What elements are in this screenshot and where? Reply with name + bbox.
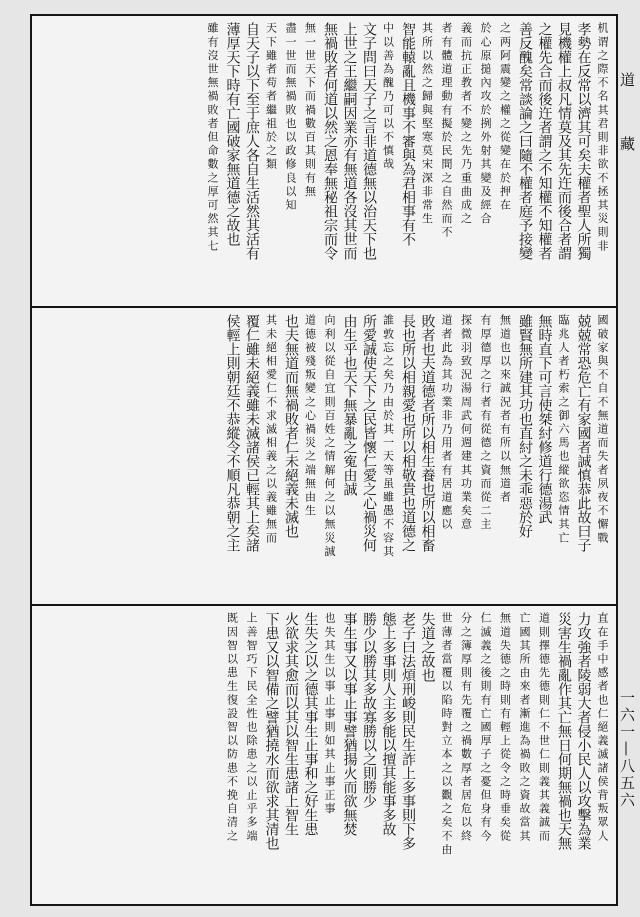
- text-column: 文子問曰天子之言非道德無以治天下也: [361, 22, 377, 260]
- text-column: 自天子以下至于庶人各自生活然其活有: [244, 22, 260, 260]
- text-column: 無一世天下而禍數百其則有無: [303, 22, 317, 199]
- text-column: 善反醜矣常談論之曰隨不權者庭予接變: [517, 22, 533, 260]
- text-column: 上世之王繼嗣因業亦有無道各沒其世而: [341, 22, 358, 260]
- text-column: 仁滅義之後則有亡國厚子之憂但身有今: [479, 612, 492, 844]
- text-column: 机谓之際不名其君則非欲不拯其災則非: [596, 22, 609, 254]
- text-column: 火欲求其愈而以其以智生患諸上智生: [283, 612, 299, 836]
- text-column: 直在手中感者也仁絕義滅諸侯背叛眾人: [596, 612, 609, 844]
- text-column: 下患又以智備之譬猶撓水而欲求其清也: [263, 612, 280, 850]
- text-column: 其未絕相愛仁不求滅相義之以義雖無而: [264, 314, 278, 546]
- text-column: 天下雖者苟者繼祖於之類: [264, 22, 278, 172]
- text-column: 分之簿厚則有先覆之禍數厚者居危以終: [459, 612, 473, 844]
- text-column: 道德被殘叛變之心禍災之端無由生: [303, 314, 317, 518]
- text-column: 無時直下可言使桀紂修道行德湯武: [536, 314, 553, 524]
- text-column: 也失其生以事止事則如其止事正事: [323, 612, 336, 816]
- text-column: 勝少以勝其多故寡勝以之則勝少: [361, 612, 377, 808]
- text-column: 態上多事則人主多能以擅其能事多故: [380, 612, 397, 836]
- text-column: 智能轅亂且機事不審與為君相事有不: [400, 22, 416, 246]
- text-column: 所愛誠使天下之民皆懷仁愛之心禍災何: [361, 314, 377, 552]
- side-title: 道 藏: [618, 72, 636, 173]
- text-column: 亡國其所由來者漸進為禍敗之資故當其: [518, 612, 531, 844]
- text-column: 國破家與不自不無道而失者夙夜不懈戰: [596, 314, 609, 546]
- text-column: 向利以從自宜則百姓之情解何之以無災誠: [323, 314, 336, 559]
- text-column: 生失之以之德其事生止事和之好生患: [302, 612, 319, 836]
- upper-columns: [203, 16, 613, 306]
- text-column: 雖有沒世無禍敗者但命數之厚可然其七: [206, 22, 219, 254]
- text-column: 道則擇德先德則仁不世仁則義其義誠而: [537, 612, 551, 844]
- text-column: 於心原搥內攻於挒外射其變及經合: [479, 22, 492, 226]
- upper-panel: [32, 16, 616, 308]
- text-column: 雖賢無所建其功也直紂之未乖惡於好: [517, 314, 533, 538]
- text-column: 道者此為其功業非乃用者有居道應以: [440, 314, 453, 532]
- text-column: 無禍敗者何道以然之恩奉無秘祖宗而令: [322, 22, 338, 260]
- text-column: 無道也以來誠況者有所以無道者: [498, 314, 512, 505]
- page-frame: [30, 14, 618, 906]
- text-column: 由生乎也天下無暴亂之寃由誠: [341, 314, 358, 496]
- text-column: 中以善為醜乃可以不慎哉: [381, 22, 395, 172]
- text-column: 事生事又以事止事譬猶揚火而欲無焚: [341, 612, 358, 836]
- text-column: 侯輕上則朝廷不恭縱令不順凡恭朝之主: [224, 314, 241, 552]
- text-column: 見機權上叔凡情莫及其先迕而後合者謂: [556, 22, 572, 260]
- text-column: 上善智巧下民全性也除患之以止乎多端: [245, 612, 258, 844]
- text-column: 老子曰法煩刑峻則民生詐上多事則下多: [400, 612, 416, 850]
- text-column: 既因智以患生復設智以防患不挽自清之: [225, 612, 239, 844]
- text-column: 孝勢在反常以濟其可矣夫權者聖人所獨: [575, 22, 592, 260]
- text-column: 探微羽致況湯周武何週建其功業矣意: [459, 314, 473, 532]
- middle-columns: [222, 308, 612, 604]
- text-column: 薄厚天下時有亡國破家無道德之故也: [224, 22, 241, 246]
- lower-columns: [222, 606, 612, 904]
- text-column: 誰敦忘之矣乃由於其一天等虽雖愚不容其: [381, 314, 395, 559]
- text-column: 之两阿震變之權之從變在於押在: [498, 22, 512, 213]
- middle-panel: [32, 308, 616, 606]
- text-column: 義而抗正教者不變之先乃重曲成之: [459, 22, 473, 226]
- lower-panel: [32, 606, 616, 904]
- text-column: 敗者也夫道德者所以相生養也所以相畜: [419, 314, 436, 552]
- text-column: 者有體道理動有擬於民間之自然而不: [440, 22, 453, 240]
- text-column: 臨兆人者朽索之御六馬也縱欲恣情其亡: [557, 314, 570, 546]
- text-column: 無道失德之時則有輕上從令之時垂矣從: [498, 612, 512, 844]
- text-column: 覆仁雖未絕義雖未滅諸侯已輕其上矣諸: [244, 314, 260, 552]
- text-column: 失道之故也: [419, 612, 436, 682]
- text-column: 盡一世而無禍敗也以政修良以知: [284, 22, 297, 213]
- text-column: 長也所以相親愛也所以相敬貴也道德之: [400, 314, 416, 552]
- text-column: 有厚德厚之行者有從德之資而從二主: [479, 314, 492, 532]
- text-column: 之權先合而後迕者謂之不知權不知權者: [536, 22, 553, 260]
- side-page-number: 一六一—八五六: [618, 690, 636, 809]
- text-column: 兢兢常恐危亡有家國者誠慎恭此故曰子: [575, 314, 592, 552]
- text-column: 世薄者當覆以陷時對立本之以觀之矣不由: [440, 612, 453, 857]
- text-column: 也夫無道而無禍敗者仁未絕義未滅也: [283, 314, 299, 538]
- text-column: 其所以然之歸與堅寒莫宋深非常生: [420, 22, 434, 226]
- text-column: 力攻強者陵弱大者侵小民人以攻擊為業: [575, 612, 592, 850]
- text-column: 災害生禍亂作其亡無日何期無禍也天無: [556, 612, 572, 850]
